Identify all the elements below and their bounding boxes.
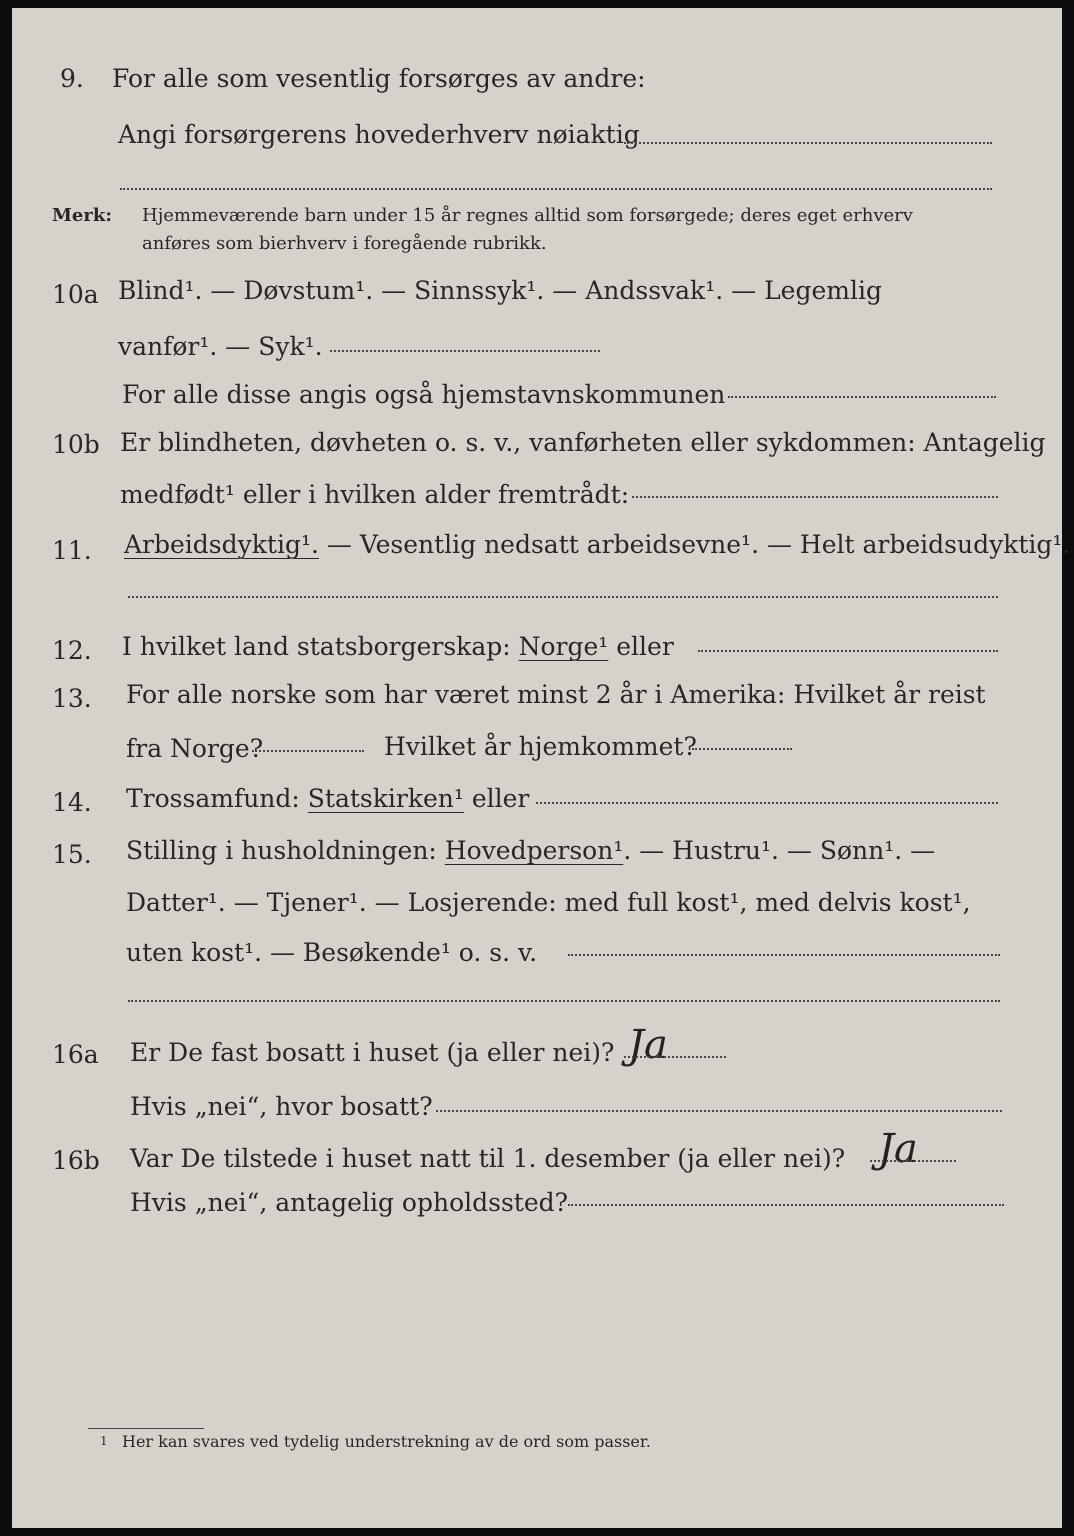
q16b-handwritten-answer[interactable]: Ja <box>878 1126 918 1172</box>
q10b-answer-line[interactable] <box>632 496 998 498</box>
q10b-line2: medfødt¹ eller i hvilken alder fremtrådt: <box>120 480 630 509</box>
q12-line <box>122 632 674 662</box>
q16b-place-line[interactable] <box>568 1204 1004 1206</box>
q12-pre: I hvilket land statsborgerskap: <box>122 632 519 661</box>
q14-pre: Trossamfund: <box>126 784 308 813</box>
q9-line2: Angi forsørgerens hovederhverv nøiaktig <box>118 120 640 149</box>
merk-label: Merk: <box>52 205 112 226</box>
footnote-mark: 1 <box>100 1434 108 1448</box>
q16a-handwritten-answer[interactable]: Ja <box>628 1022 668 1068</box>
q15-number: 15. <box>52 840 92 869</box>
q16b-line1: Var De tilstede i huset natt til 1. desember (ja eller nei)? <box>130 1144 846 1173</box>
q9-answer-line[interactable] <box>624 142 992 144</box>
q11-rest: — Vesentlig nedsatt arbeidsevne¹. — Helt arbeidsudyktig¹. <box>318 530 1071 559</box>
footnote-text: Her kan svares ved tydelig understrekning av de ord som passer. <box>122 1432 651 1451</box>
q14-number: 14. <box>52 788 92 817</box>
q10b-line1: Er blindheten, døvheten o. s. v., vanførheten eller sykdommen: Antagelig <box>120 428 1046 457</box>
q16a-residence-line[interactable] <box>436 1110 1002 1112</box>
q15-option-underlined[interactable]: Hovedperson¹ <box>444 836 624 865</box>
q15-post: . — Hustru¹. — Sønn¹. — <box>623 836 936 865</box>
q11-answer-line[interactable] <box>128 596 998 598</box>
q16a-line1: Er De fast bosatt i huset (ja eller nei)? <box>130 1038 615 1067</box>
q13-right-answer-line[interactable] <box>692 748 792 750</box>
q11-line <box>124 530 1070 560</box>
form-page <box>12 8 1071 1528</box>
q14-option-underlined[interactable]: Statskirken¹ <box>307 784 464 813</box>
q14-answer-line[interactable] <box>536 802 998 804</box>
q14-line <box>126 784 529 814</box>
q16b-answer-line[interactable] <box>870 1160 956 1162</box>
q12-answer-line[interactable] <box>698 650 998 652</box>
q10a-number: 10a <box>52 280 99 309</box>
q16b-line2: Hvis „nei“, antagelig opholdssted? <box>130 1188 569 1217</box>
q15-line1 <box>126 836 935 866</box>
q16a-answer-line[interactable] <box>624 1056 726 1058</box>
q13-line2a: fra Norge? <box>126 734 264 763</box>
q9-answer-line2[interactable] <box>120 188 992 190</box>
q16b-number: 16b <box>52 1146 100 1175</box>
q13-left-answer-line[interactable] <box>252 750 364 752</box>
q12-post: eller <box>608 632 674 661</box>
q14-post: eller <box>463 784 530 813</box>
q15-line3: uten kost¹. — Besøkende¹ o. s. v. <box>126 938 538 967</box>
q10a-answer-line[interactable] <box>330 350 600 352</box>
q10a-line1: Blind¹. — Døvstum¹. — Sinnssyk¹. — Andssvak¹. — Legemlig <box>118 276 882 305</box>
q15-pre: Stilling i husholdningen: <box>126 836 445 865</box>
q13-line2b: Hvilket år hjemkommet? <box>384 732 697 761</box>
q12-option-underlined[interactable]: Norge¹ <box>518 632 609 661</box>
q10a-line3: For alle disse angis også hjemstavnskommunen <box>122 380 726 409</box>
merk-line2: anføres som bierhverv i foregående rubrikk. <box>142 233 547 254</box>
q10a-home-line[interactable] <box>728 396 996 398</box>
q13-number: 13. <box>52 684 92 713</box>
q15-answer-line2[interactable] <box>128 1000 1000 1002</box>
q15-line2: Datter¹. — Tjener¹. — Losjerende: med full kost¹, med delvis kost¹, <box>126 888 971 917</box>
q16a-line2: Hvis „nei“, hvor bosatt? <box>130 1092 433 1121</box>
q15-answer-line[interactable] <box>568 954 1000 956</box>
q13-line1: For alle norske som har været minst 2 år i Amerika: Hvilket år reist <box>126 680 986 709</box>
q9-line1: For alle som vesentlig forsørges av andre: <box>112 64 646 93</box>
q16a-number: 16a <box>52 1040 99 1069</box>
q12-number: 12. <box>52 636 92 665</box>
q11-number: 11. <box>52 536 92 565</box>
footnote-rule <box>88 1428 204 1429</box>
q10a-line2: vanfør¹. — Syk¹. <box>118 332 323 361</box>
q11-option-underlined[interactable]: Arbeidsdyktig¹. <box>124 530 319 559</box>
q9-number: 9. <box>60 64 84 93</box>
q10b-number: 10b <box>52 430 100 459</box>
merk-line1: Hjemmeværende barn under 15 år regnes alltid som forsørgede; deres eget erhverv <box>142 205 913 226</box>
